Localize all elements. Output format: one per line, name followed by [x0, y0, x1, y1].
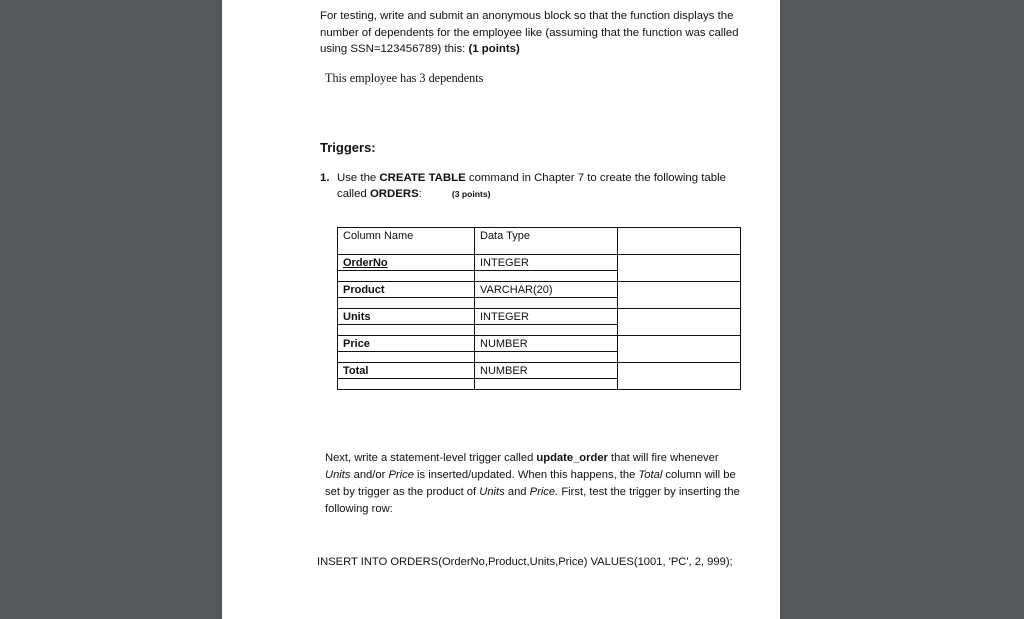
- para-text: that will fire whenever: [607, 452, 719, 464]
- table-cell: [338, 309, 475, 336]
- item-text: Use the: [337, 172, 380, 184]
- trigger-name: update_order: [536, 452, 608, 464]
- table-cell: [475, 282, 618, 309]
- cell-type: INTEGER: [475, 257, 617, 271]
- table-cell: [475, 255, 618, 282]
- cell-type: VARCHAR(20): [475, 284, 617, 298]
- table-row: [338, 336, 741, 363]
- header-cell: [338, 228, 475, 255]
- table-cell: [618, 282, 741, 309]
- list-item-1: [320, 170, 750, 202]
- units-term: Units: [325, 469, 351, 481]
- header-data-type: Data Type: [480, 230, 530, 242]
- table-cell: [338, 363, 475, 390]
- table-cell: [618, 255, 741, 282]
- sample-output: This employee has 3 dependents: [325, 71, 484, 85]
- table-cell: [338, 255, 475, 282]
- orders-keyword: ORDERS: [369, 188, 419, 200]
- list-item-number: 1.: [320, 172, 330, 184]
- cell-units: Units: [338, 311, 474, 325]
- table-cell: [475, 309, 618, 336]
- table-cell: [475, 363, 618, 390]
- cell-product: Product: [338, 284, 474, 298]
- para-text: and: [504, 486, 530, 498]
- table-cell: [618, 336, 741, 363]
- intro-text: For testing, write and submit an anonymous block so that the function displays the number of dependents for the employee like (assuming that the function was called using SSN=123456789) this:: [320, 10, 739, 55]
- para-text: and/or: [350, 469, 389, 481]
- total-term: Total: [638, 469, 663, 481]
- item-text: command in Chapter 7 to create the following table called: [337, 172, 726, 200]
- header-column-name: Column Name: [343, 230, 414, 242]
- header-cell: [618, 228, 741, 255]
- sql-statement: INSERT INTO ORDERS(OrderNo,Product,Units,Price) VALUES(1001, 'PC', 2, 999);: [317, 556, 733, 568]
- table-cell: [338, 336, 475, 363]
- cell-total: Total: [338, 365, 474, 379]
- cell-orderno: OrderNo: [338, 257, 474, 271]
- cell-type: INTEGER: [475, 311, 617, 325]
- header-cell: [475, 228, 618, 255]
- table-row: [338, 309, 741, 336]
- para-text: column will be set by trigger as the product of: [325, 469, 736, 498]
- para-text: First, test the trigger by inserting the following row:: [325, 486, 740, 515]
- trigger-paragraph: [325, 450, 745, 518]
- cell-type: NUMBER: [475, 365, 617, 379]
- cell-type: NUMBER: [475, 338, 617, 352]
- para-text: Next, write a statement-level trigger called: [325, 452, 537, 464]
- intro-paragraph: [320, 8, 740, 58]
- table-row: [338, 255, 741, 282]
- table-cell: [618, 309, 741, 336]
- triggers-heading: Triggers:: [320, 140, 376, 155]
- intro-points: (1 points): [468, 43, 520, 55]
- item-text: :: [418, 188, 422, 200]
- table-header-row: [338, 228, 741, 255]
- units-term: Units: [479, 486, 505, 498]
- table-row: [338, 363, 741, 390]
- table-cell: [475, 336, 618, 363]
- orders-table: [337, 227, 741, 390]
- price-term: Price: [388, 469, 414, 481]
- create-table-keyword: CREATE TABLE: [379, 172, 466, 184]
- item-points: (3 points): [451, 189, 491, 199]
- cell-price: Price: [338, 338, 474, 352]
- price-term: Price.: [529, 486, 559, 498]
- table-cell: [618, 363, 741, 390]
- para-text: is inserted/updated. When this happens, the: [413, 469, 639, 481]
- document-page: [222, 0, 780, 619]
- table-cell: [338, 282, 475, 309]
- table-row: [338, 282, 741, 309]
